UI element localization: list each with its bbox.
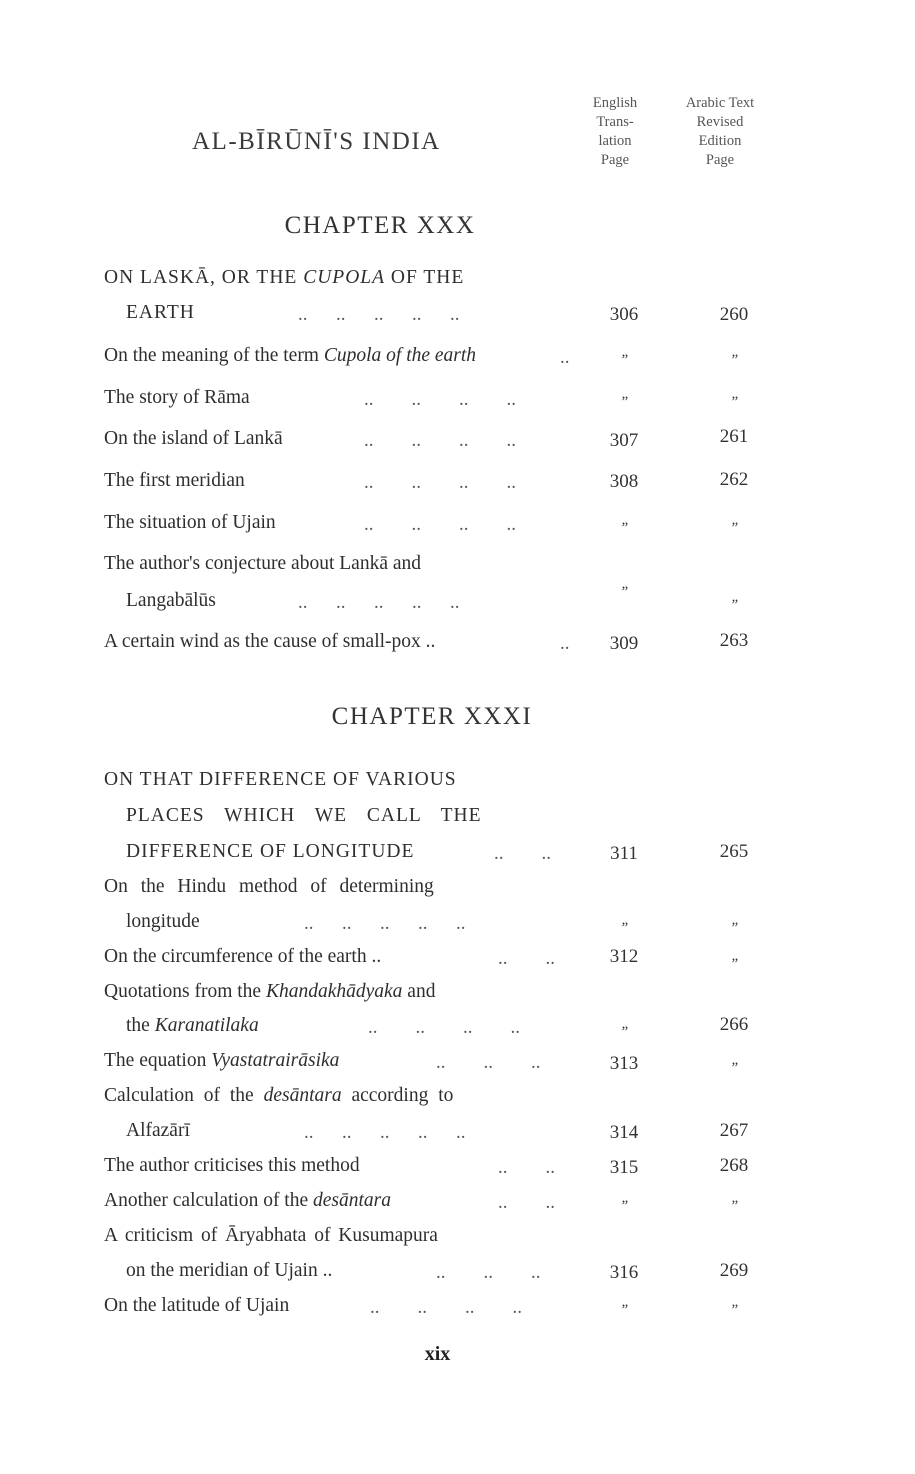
english-page: 307 bbox=[609, 430, 639, 451]
toc-entry: The first meridian bbox=[104, 470, 245, 491]
english-page: ” bbox=[619, 920, 629, 936]
english-page: 312 bbox=[609, 946, 639, 967]
toc-entry: On the circumference of the earth .. bbox=[104, 946, 382, 967]
english-page: 308 bbox=[609, 471, 639, 492]
arabic-page: ” bbox=[729, 597, 739, 613]
toc-entry bbox=[104, 345, 476, 367]
chapter-heading: CHAPTER XXX bbox=[284, 212, 476, 239]
chapter-title-cont: DIFFERENCE OF LONGITUDE bbox=[126, 841, 415, 862]
column-header-arabic-line: Revised bbox=[696, 114, 744, 130]
arabic-page: 265 bbox=[719, 841, 749, 862]
entry-text: according to bbox=[341, 1085, 454, 1106]
page-number: xix bbox=[424, 1343, 451, 1365]
english-page: 315 bbox=[609, 1157, 639, 1178]
entry-text: the bbox=[126, 1015, 155, 1036]
toc-entry bbox=[104, 1190, 391, 1212]
english-page: ” bbox=[619, 1302, 629, 1318]
english-page: ” bbox=[619, 1198, 629, 1214]
leader-dots: .. bbox=[560, 347, 570, 368]
leader-dots: .. .. bbox=[498, 1192, 555, 1213]
toc-entry bbox=[104, 1085, 453, 1107]
arabic-page: ” bbox=[729, 1198, 739, 1214]
leader-dots: .. .. bbox=[494, 843, 551, 864]
toc-entry: On the island of Lankā bbox=[104, 428, 283, 449]
toc-entry: The author's conjecture about Lankā and bbox=[104, 553, 422, 574]
toc-entry: The story of Rāma bbox=[104, 387, 250, 408]
arabic-page: 260 bbox=[719, 304, 749, 325]
english-page: ” bbox=[619, 584, 629, 600]
toc-entry: The situation of Ujain bbox=[104, 512, 276, 533]
english-page: 314 bbox=[609, 1122, 639, 1143]
arabic-page: 269 bbox=[719, 1260, 749, 1281]
english-page: 311 bbox=[610, 843, 638, 864]
leader-dots: .. .. bbox=[498, 1157, 555, 1178]
english-page: 306 bbox=[609, 304, 639, 325]
arabic-page: 266 bbox=[719, 1014, 749, 1035]
arabic-page: 268 bbox=[719, 1155, 749, 1176]
entry-italic: Cupola of the earth bbox=[323, 345, 477, 366]
column-header-english bbox=[572, 94, 658, 170]
arabic-page: ” bbox=[729, 1302, 739, 1318]
arabic-page: ” bbox=[729, 352, 739, 368]
entry-italic: Khandakhādyaka bbox=[265, 981, 403, 1002]
entry-italic: Vyastatrairāsika bbox=[211, 1050, 340, 1071]
entry-italic: desāntara bbox=[313, 1190, 392, 1211]
leader-dots: .. .. .. .. .. bbox=[298, 592, 460, 613]
toc-entry-cont: on the meridian of Ujain .. bbox=[126, 1260, 333, 1281]
column-header-arabic-line: Edition bbox=[698, 133, 742, 149]
english-page: 316 bbox=[609, 1262, 639, 1283]
arabic-page: ” bbox=[729, 1060, 739, 1076]
chapter-title-cont bbox=[126, 302, 195, 324]
entry-text: On the meaning of the term bbox=[104, 345, 324, 366]
leader-dots: .. .. .. bbox=[436, 1052, 541, 1073]
leader-dots: .. .. .. .. bbox=[364, 472, 516, 493]
leader-dots: .. .. bbox=[498, 948, 555, 969]
leader-dots: .. .. .. .. bbox=[368, 1017, 520, 1038]
leader-dots: .. .. .. .. bbox=[364, 430, 516, 451]
chapter-title bbox=[104, 267, 464, 289]
english-page: ” bbox=[619, 1024, 629, 1040]
chapter-title-text: ON LASKĀ, OR THE bbox=[104, 267, 304, 288]
leader-dots: .. .. .. .. .. bbox=[304, 913, 466, 934]
column-header-arabic-line: Arabic Text bbox=[685, 95, 755, 111]
leader-dots: .. bbox=[560, 633, 570, 654]
toc-entry bbox=[104, 981, 435, 1003]
chapter-heading: CHAPTER XXXI bbox=[331, 703, 533, 730]
leader-dots: .. .. .. .. bbox=[370, 1297, 522, 1318]
arabic-page: 267 bbox=[719, 1120, 749, 1141]
chapter-title-cont: PLACES WHICH WE CALL THE bbox=[126, 805, 482, 826]
entry-italic: Karanatilaka bbox=[154, 1015, 259, 1036]
toc-entry: On the Hindu method of determining bbox=[104, 876, 434, 897]
toc-entry: A certain wind as the cause of small-pox .. bbox=[104, 631, 436, 652]
toc-entry-cont: Alfazārī bbox=[126, 1120, 190, 1141]
arabic-page: ” bbox=[729, 956, 739, 972]
entry-text: and bbox=[402, 981, 436, 1002]
toc-entry-cont bbox=[126, 1015, 259, 1037]
entry-text: Another calculation of the bbox=[104, 1190, 314, 1211]
chapter-title: ON THAT DIFFERENCE OF VARIOUS bbox=[104, 769, 457, 790]
leader-dots: .. .. .. .. .. bbox=[298, 304, 460, 325]
leader-dots: .. .. .. .. bbox=[364, 389, 516, 410]
arabic-page: 261 bbox=[719, 426, 749, 447]
chapter-title-italic: CUPOLA bbox=[303, 267, 386, 288]
entry-italic: desāntara bbox=[263, 1085, 342, 1106]
english-page: ” bbox=[619, 352, 629, 368]
toc-entry: The author criticises this method bbox=[104, 1155, 360, 1176]
leader-dots: .. .. .. .. .. bbox=[304, 1122, 466, 1143]
running-title: AL-BĪRŪNĪ'S INDIA bbox=[192, 128, 441, 155]
arabic-page: 263 bbox=[719, 630, 749, 651]
entry-text: The equation bbox=[104, 1050, 212, 1071]
chapter-title-text: OF THE bbox=[385, 267, 465, 288]
chapter-title-text: EARTH bbox=[126, 302, 195, 323]
arabic-page: 262 bbox=[719, 469, 749, 490]
toc-entry-cont: longitude bbox=[126, 911, 200, 932]
entry-text: Calculation of the bbox=[104, 1085, 264, 1106]
entry-text: Quotations from the bbox=[104, 981, 266, 1002]
column-header-english-line: lation bbox=[598, 133, 632, 149]
column-header-arabic-line: Page bbox=[705, 152, 735, 168]
english-page: ” bbox=[619, 394, 629, 410]
leader-dots: .. .. .. bbox=[436, 1262, 541, 1283]
toc-entry-cont: Langabālūs bbox=[126, 590, 216, 611]
column-header-english-line: English bbox=[592, 95, 638, 111]
arabic-page: ” bbox=[729, 520, 739, 536]
arabic-page: ” bbox=[729, 394, 739, 410]
toc-entry: On the latitude of Ujain bbox=[104, 1295, 290, 1316]
column-header-english-line: Trans- bbox=[596, 114, 634, 130]
column-header-arabic bbox=[664, 94, 776, 170]
toc-entry bbox=[104, 1050, 339, 1072]
toc-entry: A criticism of Āryabhata of Kusumapura bbox=[104, 1225, 438, 1246]
leader-dots: .. .. .. .. bbox=[364, 514, 516, 535]
arabic-page: ” bbox=[729, 920, 739, 936]
english-page: 313 bbox=[609, 1053, 639, 1074]
english-page: ” bbox=[619, 520, 629, 536]
english-page: 309 bbox=[609, 633, 639, 654]
column-header-english-line: Page bbox=[600, 152, 630, 168]
